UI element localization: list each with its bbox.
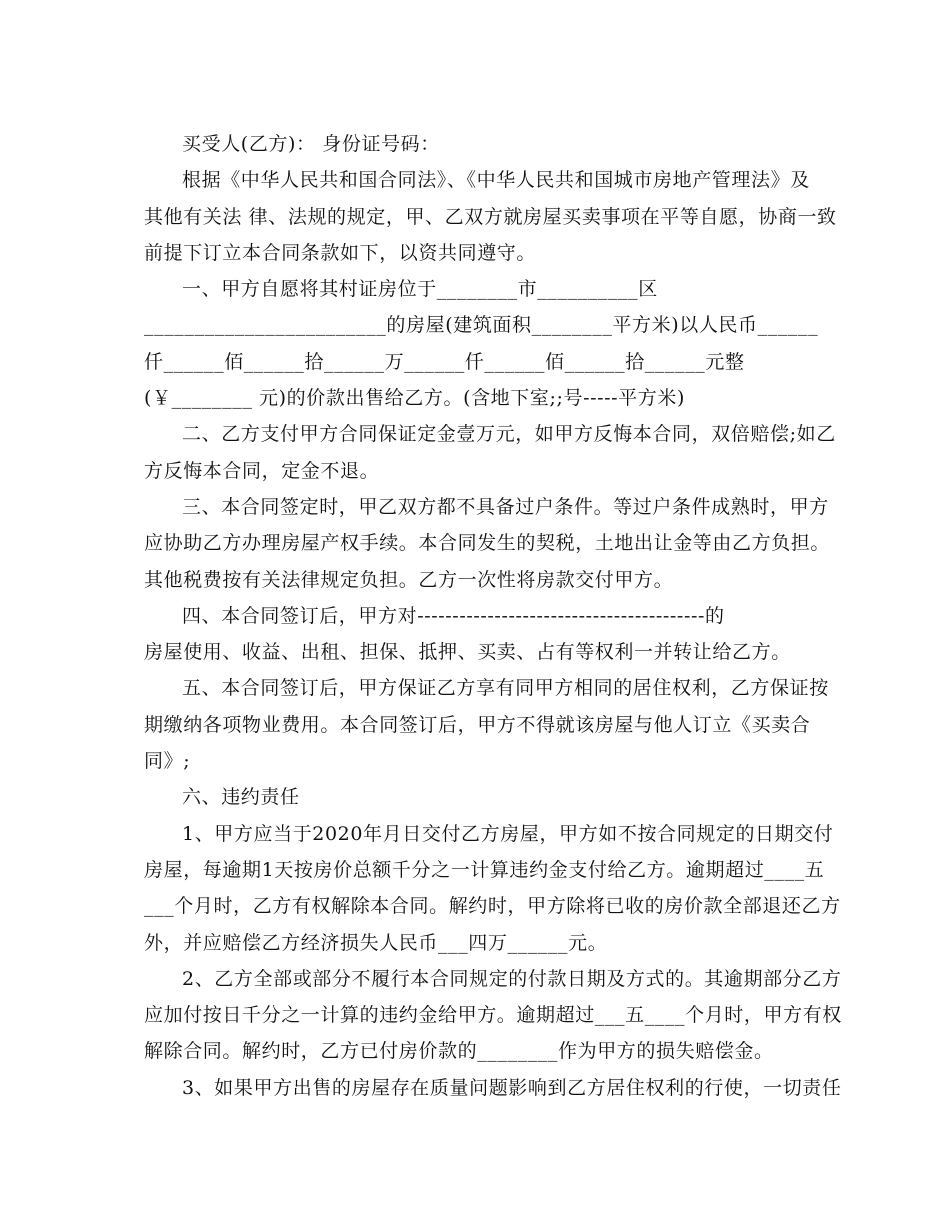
item-3-line-1: 3、如果甲方出售的房屋存在质量问题影响到乙方居住权利的行使，一切责任 bbox=[182, 1076, 842, 1099]
clause-2-line-1: 二、乙方支付甲方合同保证定金壹万元，如甲方反悔本合同，双倍赔偿;如乙 bbox=[182, 423, 836, 446]
item-1-line-2: 房屋，每逾期1天按房价总额千分之一计算违约金支付给乙方。逾期超过____五 bbox=[144, 858, 825, 881]
item-2-line-1: 2、乙方全部或部分不履行本合同规定的付款日期及方式的。其逾期部分乙方 bbox=[182, 967, 842, 990]
clause-3-line-1: 三、本合同签定时，甲乙双方都不具备过户条件。等过户条件成熟时，甲方 bbox=[182, 495, 829, 518]
clause-1-line-4: (￥________ 元)的价款出售给乙方。(含地下室;;号-----平方米) bbox=[144, 387, 685, 410]
clause-1-line-1: 一、甲方自愿将其村证房位于________市__________区 bbox=[182, 278, 658, 301]
preamble-line-3: 前提下订立本合同条款如下，以资共同遵守。 bbox=[144, 241, 537, 264]
clause-3-line-3: 其他税费按有关法律规定负担。乙方一次性将房款交付甲方。 bbox=[144, 568, 674, 591]
clause-5-line-3: 同》; bbox=[144, 750, 191, 773]
section-6-heading: 六、违约责任 bbox=[182, 786, 300, 809]
clause-5-line-2: 期缴纳各项物业费用。本合同签订后，甲方不得就该房屋与他人订立《买卖合 bbox=[144, 713, 811, 736]
clause-2-line-2: 方反悔本合同，定金不退。 bbox=[144, 459, 380, 482]
item-2-line-3: 解除合同。解约时，乙方已付房价款的________作为甲方的损失赔偿金。 bbox=[144, 1040, 774, 1063]
clause-4-line-2: 房屋使用、收益、出租、担保、抵押、买卖、占有等权利一并转让给乙方。 bbox=[144, 641, 791, 664]
clause-4-line-1: 四、本合同签订后，甲方对-----------------------------------------的 bbox=[182, 604, 725, 627]
preamble-line-2: 其他有关法 律、法规的规定，甲、乙双方就房屋买卖事项在平等自愿，协商一致 bbox=[144, 205, 837, 228]
buyer-identity-line: 买受人(乙方)： 身份证号码： bbox=[182, 133, 440, 155]
clause-1-line-3: 仟______佰______拾______万______仟______佰______拾______元整 bbox=[144, 350, 745, 373]
item-2-line-2: 应加付按日千分之一计算的违约金给甲方。逾期超过___五____个月时，甲方有权 bbox=[144, 1004, 842, 1027]
item-1-line-1: 1、甲方应当于2020年月日交付乙方房屋，甲方如不按合同规定的日期交付 bbox=[182, 822, 834, 845]
clause-3-line-2: 应协助乙方办理房屋产权手续。本合同发生的契税，土地出让金等由乙方负担。 bbox=[144, 532, 831, 555]
item-1-line-4: 外，并应赔偿乙方经济损失人民币___四万______元。 bbox=[144, 931, 608, 954]
clause-1-line-2: ________________________的房屋(建筑面积________平方米)以人民币______ bbox=[144, 314, 819, 337]
contract-body bbox=[144, 126, 842, 1106]
preamble-line-1: 根据《中华人民共和国合同法》、《中华人民共和国城市房地产管理法》及 bbox=[182, 169, 810, 192]
item-1-line-3: ___个月时，乙方有权解除本合同。解约时，甲方除将已收的房价款全部退还乙方 bbox=[144, 895, 841, 918]
clause-5-line-1: 五、本合同签订后，甲方保证乙方享有同甲方相同的居住权利，乙方保证按 bbox=[182, 677, 829, 700]
